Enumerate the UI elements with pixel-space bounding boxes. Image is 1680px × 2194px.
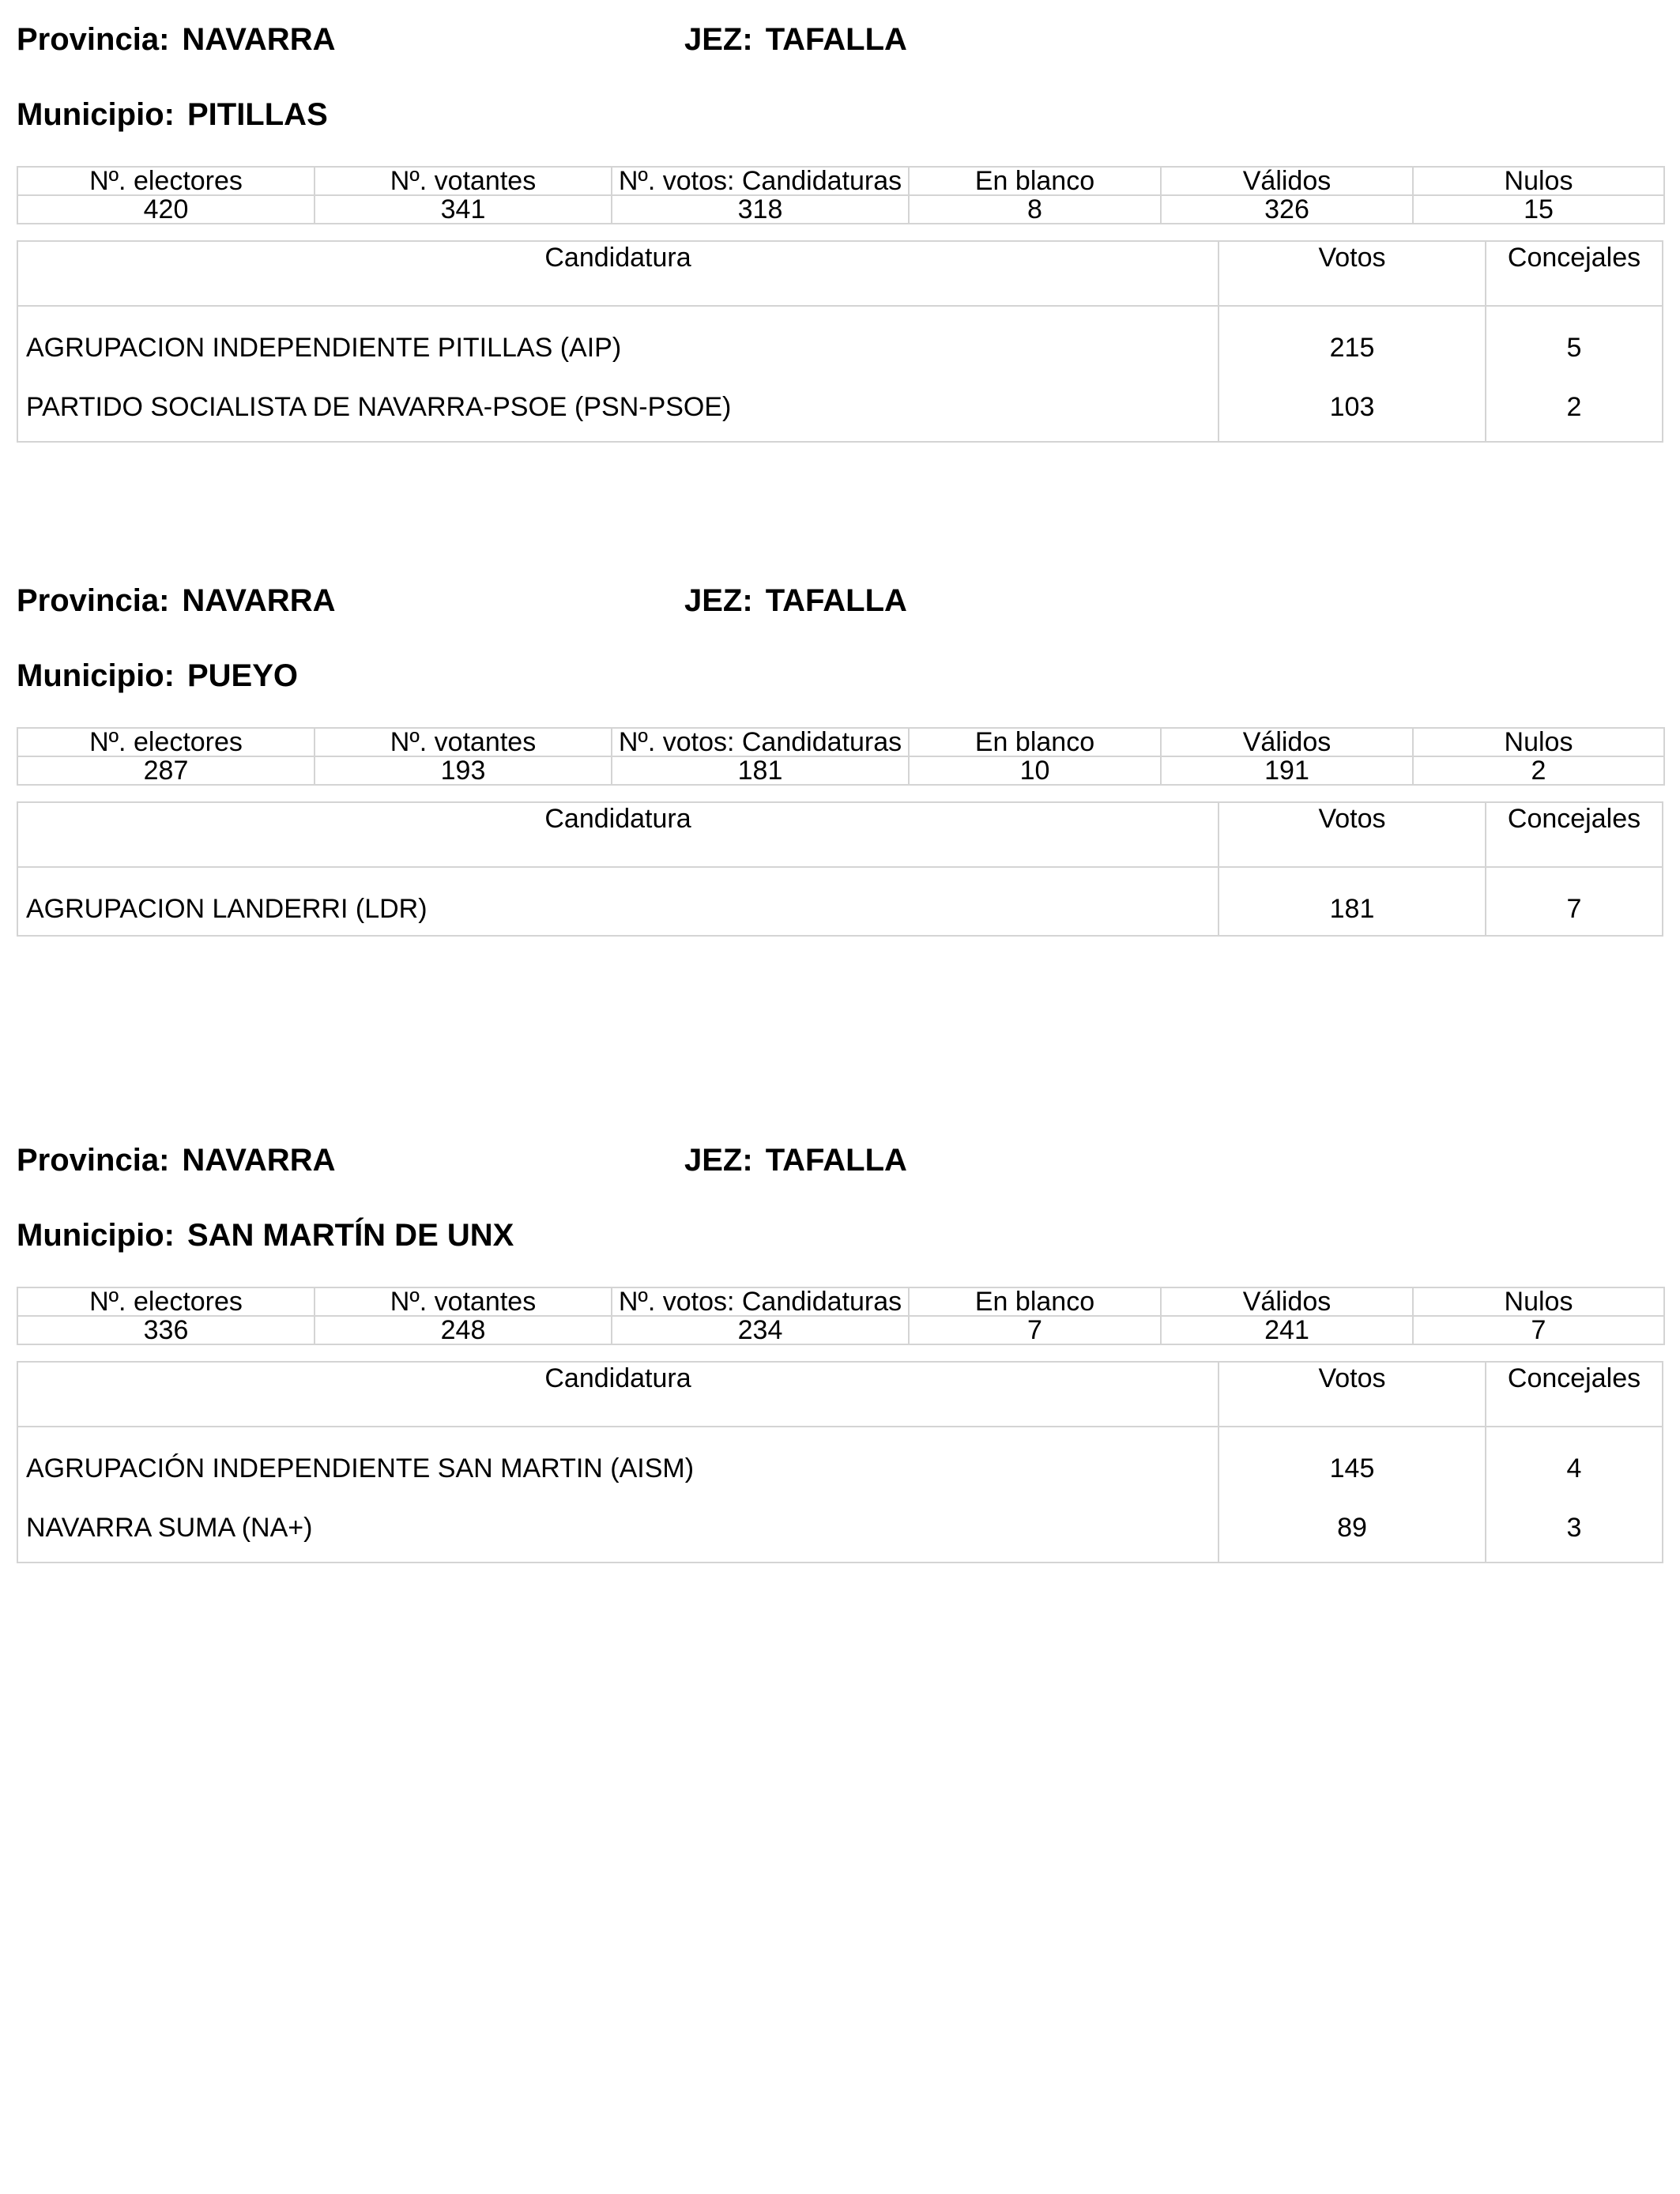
votos-value: 215 bbox=[1219, 307, 1486, 374]
stats-value: 341 bbox=[315, 195, 612, 224]
municipio-value: PITILLAS bbox=[186, 97, 328, 132]
concejales-value: 2 bbox=[1566, 392, 1582, 422]
municipio-heading bbox=[17, 1216, 514, 1254]
stats-header: Nº. electores bbox=[17, 167, 315, 195]
stats-value: 420 bbox=[17, 195, 315, 224]
stats-value-row bbox=[17, 195, 1664, 224]
stats-value: 2 bbox=[1413, 756, 1664, 785]
stats-table bbox=[17, 727, 1665, 786]
candidatura-header: Candidatura bbox=[18, 242, 1219, 305]
stats-header-row bbox=[17, 728, 1664, 756]
stats-header: Nº. electores bbox=[17, 728, 315, 756]
stats-header: En blanco bbox=[909, 1287, 1161, 1316]
stats-value: 15 bbox=[1413, 195, 1664, 224]
votos-header: Votos bbox=[1219, 803, 1486, 866]
provincia-heading bbox=[17, 21, 335, 58]
votos-value: 181 bbox=[1219, 868, 1486, 935]
stats-value: 326 bbox=[1161, 195, 1413, 224]
stats-value: 7 bbox=[909, 1316, 1161, 1344]
stats-value: 318 bbox=[612, 195, 909, 224]
stats-value: 336 bbox=[17, 1316, 315, 1344]
jez-label: JEZ: bbox=[684, 583, 753, 618]
candidatura-header: Candidatura bbox=[18, 803, 1219, 866]
stats-header: Nº. votantes bbox=[315, 728, 612, 756]
jez-heading bbox=[684, 1141, 907, 1179]
provincia-value: NAVARRA bbox=[182, 1143, 336, 1178]
municipio-label: Municipio: bbox=[17, 1218, 175, 1253]
jez-value: TAFALLA bbox=[765, 583, 907, 618]
votos-value: 89 bbox=[1219, 1495, 1486, 1562]
concejales-header: Concejales bbox=[1507, 804, 1641, 834]
concejales-value: 4 bbox=[1566, 1453, 1582, 1483]
stats-header: Válidos bbox=[1161, 728, 1413, 756]
provincia-label: Provincia: bbox=[17, 1143, 170, 1178]
jez-heading bbox=[684, 582, 907, 620]
stats-header: Nº. votos: Candidaturas bbox=[612, 1287, 909, 1316]
stats-header: Nº. votantes bbox=[315, 167, 612, 195]
jez-label: JEZ: bbox=[684, 22, 753, 57]
stats-header: Nº. votantes bbox=[315, 1287, 612, 1316]
concejales-value: 5 bbox=[1566, 333, 1582, 363]
concejales-header: Concejales bbox=[1507, 1363, 1641, 1393]
municipio-heading bbox=[17, 657, 298, 695]
candidaturas-table bbox=[17, 1361, 1663, 1563]
municipio-value: PUEYO bbox=[186, 658, 299, 693]
stats-value-row bbox=[17, 1316, 1664, 1344]
table-row bbox=[18, 868, 1662, 935]
table-row bbox=[18, 1495, 1662, 1562]
votos-value: 103 bbox=[1219, 374, 1486, 441]
stats-value: 241 bbox=[1161, 1316, 1413, 1344]
table-row bbox=[18, 1427, 1662, 1495]
stats-value: 248 bbox=[315, 1316, 612, 1344]
municipio-label: Municipio: bbox=[17, 658, 175, 693]
stats-header: Válidos bbox=[1161, 167, 1413, 195]
provincia-heading bbox=[17, 1141, 335, 1179]
candidaturas-header-row bbox=[18, 242, 1662, 307]
stats-table bbox=[17, 166, 1665, 224]
jez-value: TAFALLA bbox=[765, 22, 907, 57]
stats-header: En blanco bbox=[909, 167, 1161, 195]
municipio-label: Municipio: bbox=[17, 97, 175, 132]
concejales-value: 3 bbox=[1566, 1513, 1582, 1543]
concejales-header: Concejales bbox=[1507, 243, 1641, 273]
votos-header: Votos bbox=[1219, 1363, 1486, 1426]
candidaturas-header-row bbox=[18, 803, 1662, 868]
municipio-heading bbox=[17, 96, 328, 134]
stats-header: Nº. votos: Candidaturas bbox=[612, 728, 909, 756]
stats-header: Nº. votos: Candidaturas bbox=[612, 167, 909, 195]
stats-value-row bbox=[17, 756, 1664, 785]
candidatura-name: PARTIDO SOCIALISTA DE NAVARRA-PSOE (PSN-PSOE) bbox=[18, 374, 1219, 441]
candidatura-name: AGRUPACION INDEPENDIENTE PITILLAS (AIP) bbox=[18, 307, 1219, 374]
stats-value: 181 bbox=[612, 756, 909, 785]
candidatura-header: Candidatura bbox=[18, 1363, 1219, 1426]
candidaturas-table bbox=[17, 240, 1663, 443]
provincia-value: NAVARRA bbox=[182, 22, 336, 57]
table-row bbox=[18, 307, 1662, 374]
stats-header: Nulos bbox=[1413, 1287, 1664, 1316]
votos-header: Votos bbox=[1219, 242, 1486, 305]
provincia-heading bbox=[17, 582, 335, 620]
stats-value: 8 bbox=[909, 195, 1161, 224]
stats-value: 234 bbox=[612, 1316, 909, 1344]
stats-value: 10 bbox=[909, 756, 1161, 785]
stats-header: Nulos bbox=[1413, 728, 1664, 756]
candidaturas-table bbox=[17, 801, 1663, 937]
stats-table bbox=[17, 1287, 1665, 1345]
jez-label: JEZ: bbox=[684, 1143, 753, 1178]
stats-value: 7 bbox=[1413, 1316, 1664, 1344]
stats-value: 191 bbox=[1161, 756, 1413, 785]
candidatura-name: AGRUPACION LANDERRI (LDR) bbox=[18, 868, 1219, 935]
municipio-value: SAN MARTÍN DE UNX bbox=[186, 1218, 514, 1253]
provincia-label: Provincia: bbox=[17, 22, 170, 57]
provincia-label: Provincia: bbox=[17, 583, 170, 618]
table-row bbox=[18, 374, 1662, 441]
votos-value: 145 bbox=[1219, 1427, 1486, 1495]
stats-header: Nº. electores bbox=[17, 1287, 315, 1316]
provincia-value: NAVARRA bbox=[182, 583, 336, 618]
jez-heading bbox=[684, 21, 907, 58]
stats-header: Nulos bbox=[1413, 167, 1664, 195]
stats-value: 193 bbox=[315, 756, 612, 785]
candidatura-name: AGRUPACIÓN INDEPENDIENTE SAN MARTIN (AISM) bbox=[18, 1427, 1219, 1495]
stats-header-row bbox=[17, 167, 1664, 195]
candidatura-name: NAVARRA SUMA (NA+) bbox=[18, 1495, 1219, 1562]
jez-value: TAFALLA bbox=[765, 1143, 907, 1178]
candidaturas-header-row bbox=[18, 1363, 1662, 1427]
stats-header-row bbox=[17, 1287, 1664, 1316]
stats-header: En blanco bbox=[909, 728, 1161, 756]
concejales-value: 7 bbox=[1566, 894, 1582, 924]
stats-header: Válidos bbox=[1161, 1287, 1413, 1316]
stats-value: 287 bbox=[17, 756, 315, 785]
